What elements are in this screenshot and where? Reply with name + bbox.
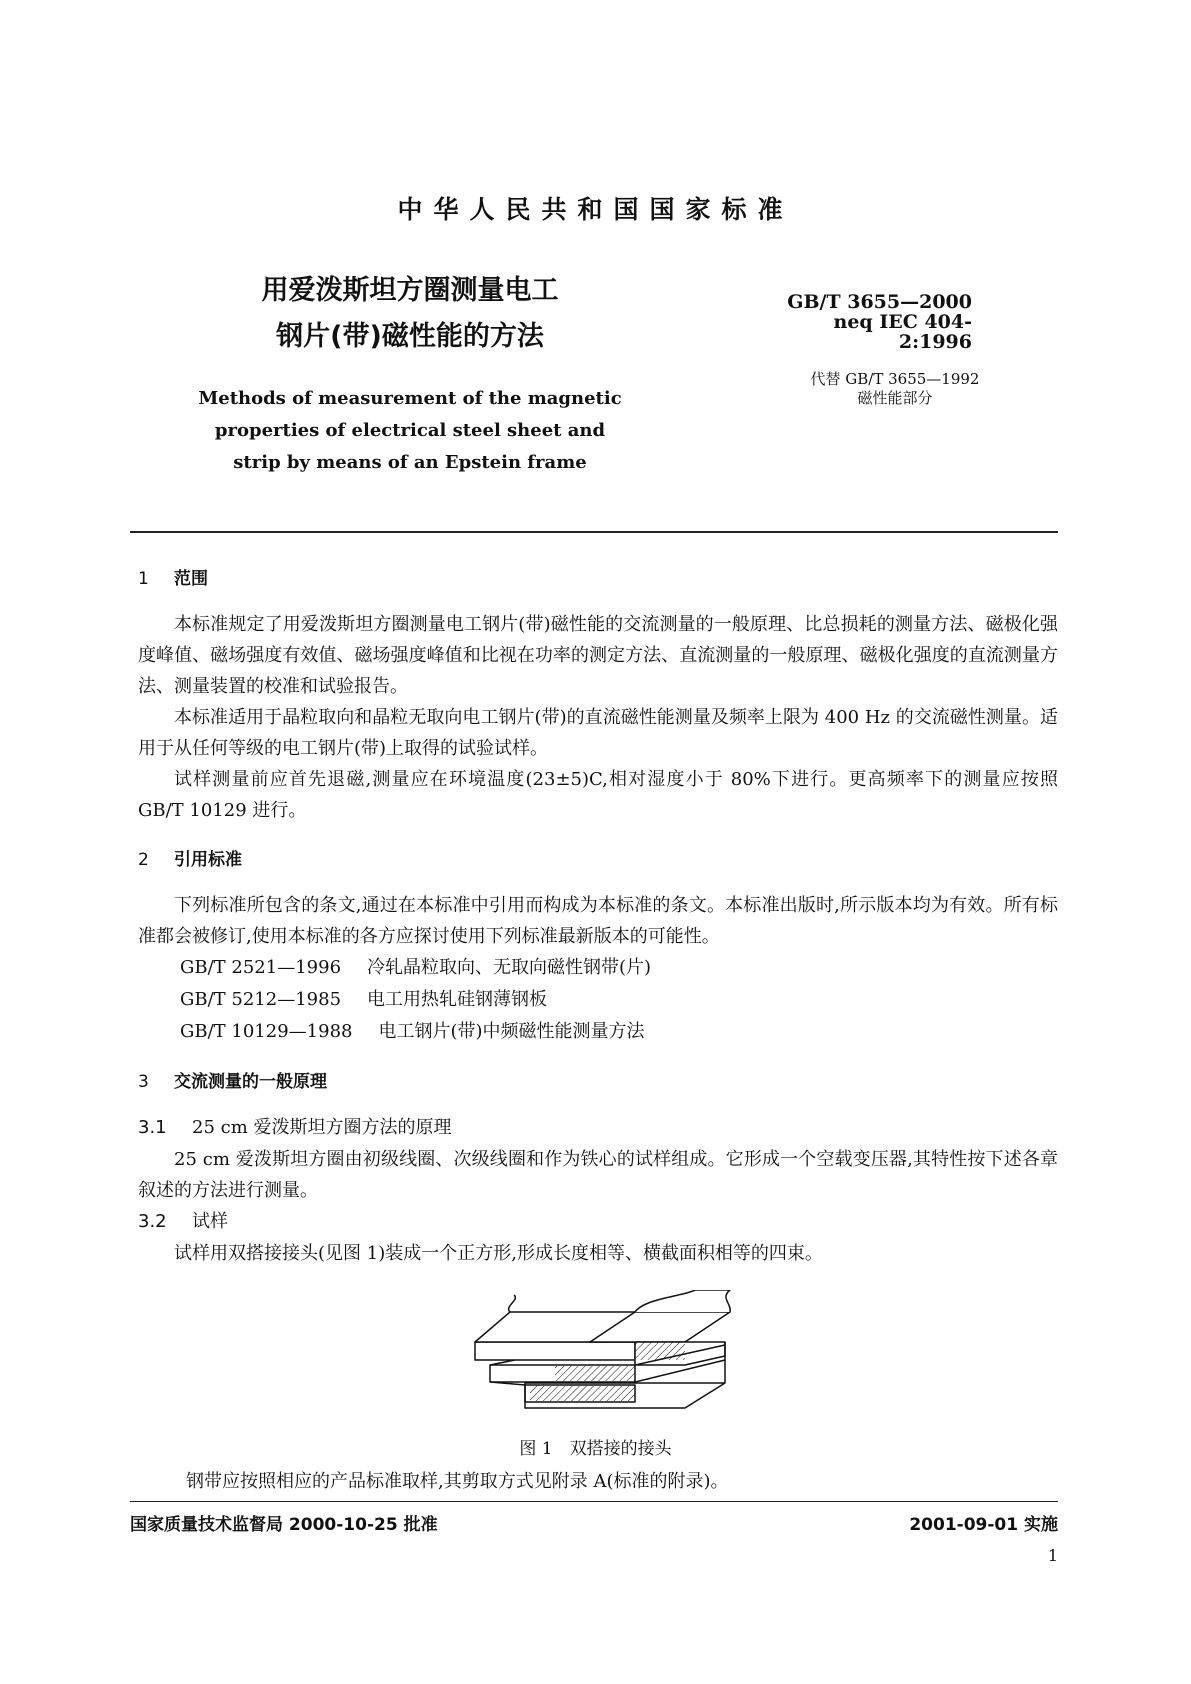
upper-sheet-hatch	[635, 1342, 685, 1360]
footer-divider	[130, 1501, 1058, 1502]
title-zh-line-2: 钢片(带)磁性能的方法	[276, 321, 544, 352]
figure-caption: 图 1 双搭接的接头	[519, 1439, 672, 1459]
middle-sheet-hatch	[555, 1366, 635, 1381]
subsection-3-2-paragraph: 试样用双搭接接头(见图 1)装成一个正方形,形成长度相等、横截面积相等的四束。	[174, 1243, 823, 1264]
strip-sampling-note: 钢带应按照相应的产品标准取样,其剪取方式见附录 A(标准的附录)。	[186, 1471, 729, 1492]
reference-item: GB/T 5212—1985 电工用热轧硅钢薄钢板	[180, 989, 548, 1010]
section-1-heading: 1 范围	[138, 569, 208, 589]
section-2-heading: 2 引用标准	[138, 850, 242, 870]
title-en-line-1: Methods of measurement of the magnetic	[198, 388, 622, 409]
title-en-line-2: properties of electrical steel sheet and	[214, 420, 606, 441]
replaces-line-1: 代替 GB/T 3655—1992	[810, 370, 980, 388]
bottom-sheet-hatch	[530, 1386, 635, 1401]
national-standard-heading: 中华人民共和国国家标准	[397, 195, 794, 224]
subsection-3-2-heading: 3.2 试样	[138, 1211, 228, 1232]
upper-sheet-face	[475, 1342, 635, 1360]
section-3-heading: 3 交流测量的一般原理	[138, 1072, 327, 1092]
section-1-paragraph-1: 本标准规定了用爱泼斯坦方圈测量电工钢片(带)磁性能的交流测量的一般原理、比总损耗的测量方法、磁极化强度峰值、磁场强度有效值、磁场强度峰值和比视在功率的测定方法、直流测量的一般原理、磁极化强度的直流测量方法、测量装置的校准和试验报告。	[138, 614, 1058, 697]
effective-date: 2001-09-01 实施	[909, 1515, 1058, 1535]
standard-code: GB/T 3655—2000	[787, 291, 972, 313]
double-lap-joint-figure	[470, 1290, 740, 1410]
replaces-line-2: 磁性能部分	[857, 389, 933, 407]
reference-item: GB/T 10129—1988 电工钢片(带)中频磁性能测量方法	[180, 1021, 645, 1042]
standard-title-en	[160, 383, 660, 479]
section-2-paragraph: 下列标准所包含的条文,通过在本标准中引用而构成为本标准的条文。本标准出版时,所示版本均为有效。所有标准都会被修订,使用本标准的各方应探讨使用下列标准最新版本的可能性。	[138, 895, 1058, 947]
standard-title-zh	[160, 268, 660, 360]
subsection-3-1-heading: 3.1 25 cm 爱泼斯坦方圈方法的原理	[138, 1117, 452, 1138]
header-divider	[130, 531, 1058, 533]
standard-code-block	[780, 292, 1010, 408]
page-number: 1	[1047, 1546, 1058, 1565]
section-1-paragraph-2: 本标准适用于晶粒取向和晶粒无取向电工钢片(带)的直流磁性能测量及频率上限为 400 Hz 的交流磁性测量。适用于从任何等级的电工钢片(带)上取得的试验试样。	[138, 707, 1058, 759]
reference-item: GB/T 2521—1996 冷轧晶粒取向、无取向磁性钢带(片)	[180, 957, 652, 978]
document-body	[138, 565, 1058, 1269]
approval-line: 国家质量技术监督局 2000-10-25 批准	[130, 1515, 438, 1535]
section-1-paragraph-3: 试样测量前应首先退磁,测量应在环境温度(23±5)C,相对湿度小于 80%下进行。更高频率下的测量应按照 GB/T 10129 进行。	[138, 769, 1058, 821]
equivalence-code: neq IEC 404-2:1996	[833, 311, 972, 353]
title-en-line-3: strip by means of an Epstein frame	[233, 452, 587, 473]
title-zh-line-1: 用爱泼斯坦方圈测量电工	[261, 275, 559, 306]
subsection-3-1-paragraph: 25 cm 爱泼斯坦方圈由初级线圈、次级线圈和作为铁心的试样组成。它形成一个空载变压器,其特性按下述各章叙述的方法进行测量。	[138, 1149, 1058, 1201]
